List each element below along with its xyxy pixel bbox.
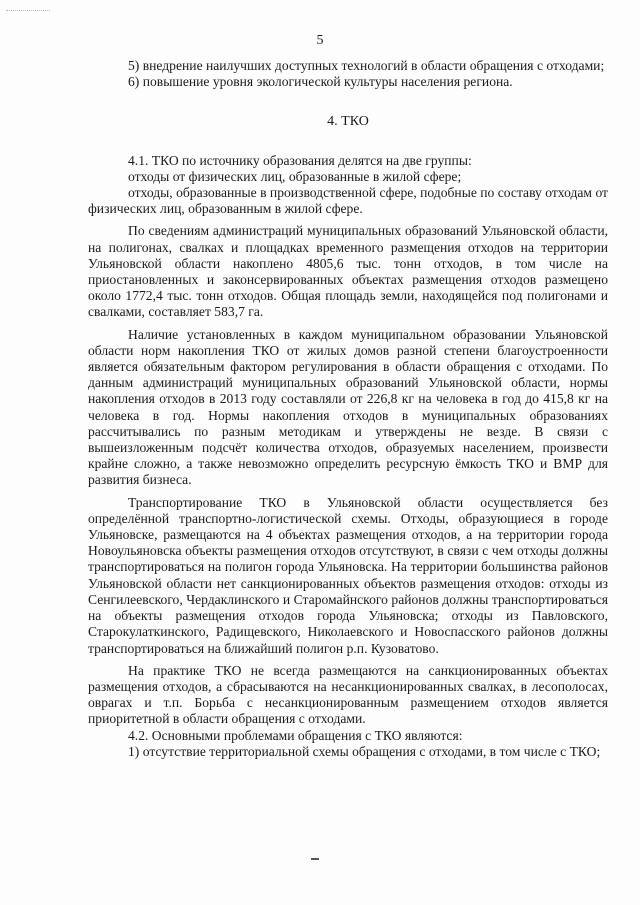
paragraph-group-2: отходы, образованные в производственной сфере, подобные по составу отходам от физических лиц, образованным в жилой сфере. <box>88 185 608 217</box>
paragraph-transport: Транспортирование ТКО в Ульяновской области осуществляется без определённой транспортно-логистической схемы. Отходы, образующиеся в городе Ульяновске, размещаются на 4 объектах размещения отходов, а на территории города Новоульяновска объекты размещения отходов отсутствуют, в связи с чем отходы должны транспортироваться на полигон города Ульяновска. На территории большинства районов Ульяновской области нет санкционированных объектов размещения отходов: отходы из Сенгилеевского, Чердаклинского и Старомайнского районов должны транспортироваться на объекты размещения отходов города Ульяновска; отходы из Павловского, Старокулаткинского, Радищевского, Николаевского и Новоспасского районов должны транспортироваться на ближайший полигон р.п. Кузоватово. <box>88 494 608 656</box>
list-item-6: 6) повышение уровня экологической культуры населения региона. <box>128 74 513 90</box>
scan-artifact-dash <box>311 858 319 860</box>
page-number: 5 <box>316 33 324 48</box>
section-heading: 4. ТКО <box>327 114 369 130</box>
list-item-5: 5) внедрение наилучших доступных технологий в области обращения с отходами; <box>128 58 605 73</box>
paragraph-norms: Наличие установленных в каждом муниципальном образовании Ульяновской области норм накопления ТКО от жилых домов разной степени благоустроенности является обязательным фактором регулирования в области обращения с отходами. По данным администраций муниципальных образований Ульяновской области, нормы накопления отходов в 2013 году составляли от 226,8 кг на человека в год до 415,8 кг на человека в год. Нормы накопления отходов в муниципальных образованиях рассчитывались по разным методикам и утверждены не везде. В связи с вышеизложенным подсчёт количества отходов, образуемых населением, произвести крайне сложно, а также невозможно определить ресурсную ёмкость ТКО и ВМР для развития бизнеса. <box>88 326 608 488</box>
problem-item-1: 1) отсутствие территориальной схемы обращения с отходами, в том числе с ТКО; <box>128 743 601 759</box>
paragraph-practice: На практике ТКО не всегда размещаются на санкционированных объектах размещения отходов, а сбрасываются на несанкционированных свалках, в лесополосах, оврагах и т.п. Борьба с несанкционированным размещением отходов является приоритетной в области обращения с отходами. <box>88 662 608 727</box>
paragraph-4-2: 4.2. Основными проблемами обращения с ТКО являются: <box>128 727 463 743</box>
paragraph-group-1: отходы от физических лиц, образованные в жилой сфере; <box>128 168 462 184</box>
paragraph-4-1: 4.1. ТКО по источнику образования делятся на две группы: <box>128 152 472 168</box>
paragraph-admin-data: По сведениям администраций муниципальных образований Ульяновской области, на полигонах, свалках и площадках временного размещения отходов на территории Ульяновской области накоплено 4805,6 тыс. тонн отходов, в том числе на приостановленных и законсервированных объектах размещения отходов размещено около 1772,4 тыс. тонн отходов. Общая площадь земли, находящейся под полигонами и свалками, составляет 583,7 га. <box>88 223 608 320</box>
scan-artifact <box>6 10 50 13</box>
page-content <box>88 58 608 760</box>
